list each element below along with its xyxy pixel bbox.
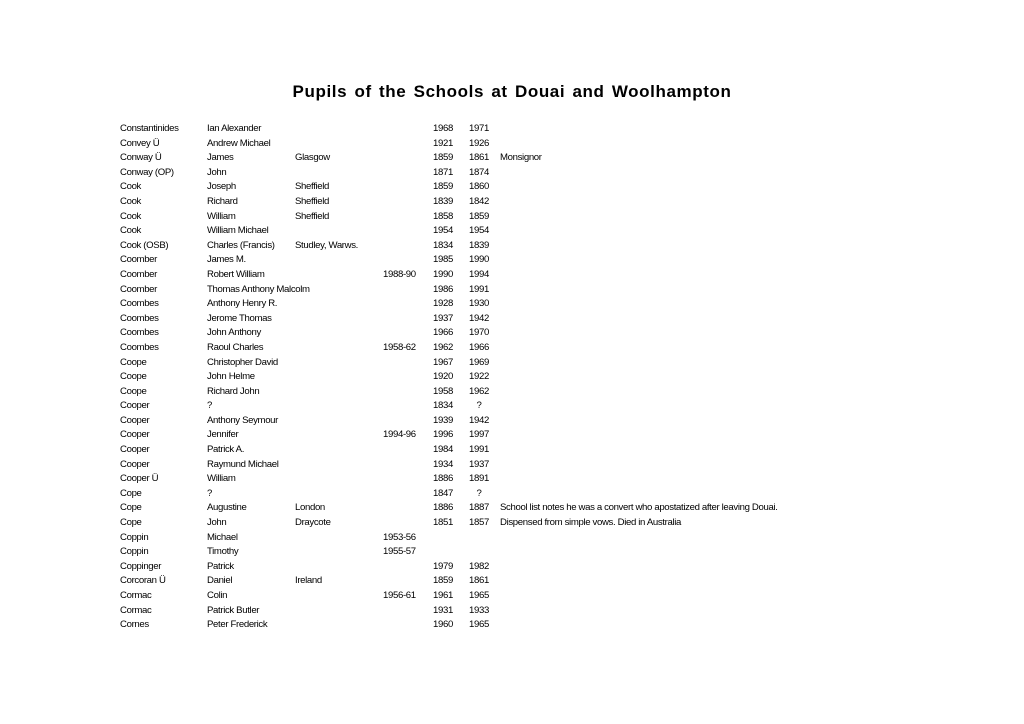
forenames-cell: Ian Alexander xyxy=(207,123,262,134)
forenames-cell: Jennifer xyxy=(207,429,239,441)
left-year-cell: 1891 xyxy=(469,473,489,485)
table-row xyxy=(0,268,1024,283)
left-year-cell: 1962 xyxy=(469,385,489,397)
house-years-cell: 1994-96 xyxy=(383,429,416,441)
house-years-cell: 1956-61 xyxy=(383,590,416,601)
entered-year-cell: 1967 xyxy=(433,356,453,368)
forenames-cell: James M. xyxy=(207,254,246,266)
forenames-cell: James xyxy=(207,152,234,164)
entered-year-cell: 1847 xyxy=(433,487,453,499)
entered-year-cell: 1871 xyxy=(433,166,453,178)
left-year-cell: 1971 xyxy=(469,123,489,134)
left-year-cell: 1966 xyxy=(469,341,489,353)
surname-cell: Cooper xyxy=(120,429,150,441)
page-title: Pupils of the Schools at Douai and Woolhampton xyxy=(292,82,732,101)
forenames-cell: ? xyxy=(207,400,212,412)
forenames-cell: William xyxy=(207,473,236,485)
table-row xyxy=(0,239,1024,254)
entered-year-cell: 1859 xyxy=(433,152,453,164)
entered-year-cell: 1979 xyxy=(433,560,453,572)
forenames-cell: William xyxy=(207,210,236,222)
entered-year-cell: 1934 xyxy=(433,458,453,470)
table-row xyxy=(0,370,1024,385)
forenames-cell: Patrick Butler xyxy=(207,604,260,616)
surname-cell: Conway (OP) xyxy=(120,166,174,178)
place-cell: Glasgow xyxy=(295,152,330,164)
left-year-cell: 1982 xyxy=(469,560,489,572)
surname-cell: Conway Ü xyxy=(120,152,162,164)
left-year-cell: 1933 xyxy=(469,604,489,616)
forenames-cell: Peter Frederick xyxy=(207,619,268,631)
table-row xyxy=(0,414,1024,429)
table-row xyxy=(0,297,1024,312)
entered-year-cell: 1834 xyxy=(433,400,453,412)
place-cell: Draycote xyxy=(295,517,331,529)
forenames-cell: Raymund Michael xyxy=(207,458,279,470)
entered-year-cell: 1931 xyxy=(433,604,453,616)
table-row xyxy=(0,195,1024,210)
forenames-cell: Colin xyxy=(207,590,228,601)
table-row xyxy=(0,574,1024,589)
place-cell: Ireland xyxy=(295,575,322,587)
entered-year-cell: 1920 xyxy=(433,371,453,383)
table-row xyxy=(0,283,1024,298)
entered-year-cell: 1928 xyxy=(433,298,453,310)
surname-cell: Cooper Ü xyxy=(120,473,159,485)
surname-cell: Coppin xyxy=(120,546,149,558)
surname-cell: Cook xyxy=(120,181,141,193)
house-years-cell: 1955-57 xyxy=(383,546,416,558)
left-year-cell: 1991 xyxy=(469,444,489,456)
left-year-cell: 1937 xyxy=(469,458,489,470)
left-year-cell: 1942 xyxy=(469,414,489,426)
forenames-cell: Andrew Michael xyxy=(207,137,271,149)
table-row xyxy=(0,458,1024,473)
surname-cell: Corcoran Ü xyxy=(120,575,166,587)
surname-cell: Coomber xyxy=(120,283,158,295)
surname-cell: Coomber xyxy=(120,254,158,266)
surname-cell: Coombes xyxy=(120,327,159,339)
surname-cell: Cook xyxy=(120,195,141,207)
table-row xyxy=(0,589,1024,604)
table-row xyxy=(0,618,1024,633)
left-year-cell: 1990 xyxy=(469,254,489,266)
surname-cell: Coope xyxy=(120,371,147,383)
table-row xyxy=(0,443,1024,458)
table-row xyxy=(0,501,1024,516)
forenames-cell: John Helme xyxy=(207,371,255,383)
table-row xyxy=(0,487,1024,502)
forenames-cell: Joseph xyxy=(207,181,236,193)
surname-cell: Coombes xyxy=(120,341,159,353)
entered-year-cell: 1921 xyxy=(433,137,453,149)
forenames-cell: Michael xyxy=(207,531,238,543)
entered-year-cell: 1986 xyxy=(433,283,453,295)
surname-cell: Cook xyxy=(120,210,141,222)
left-year-cell: 1839 xyxy=(469,239,489,251)
entered-year-cell: 1858 xyxy=(433,210,453,222)
table-row xyxy=(0,428,1024,443)
surname-cell: Cormac xyxy=(120,604,152,616)
entered-year-cell: 1834 xyxy=(433,239,453,251)
surname-cell: Cooper xyxy=(120,400,150,412)
left-year-cell: 1930 xyxy=(469,298,489,310)
surname-cell: Cook xyxy=(120,225,141,237)
table-row xyxy=(0,224,1024,239)
surname-cell: Cooper xyxy=(120,414,150,426)
forenames-cell: Daniel xyxy=(207,575,233,587)
forenames-cell: Thomas Anthony Malcolm xyxy=(207,283,310,295)
entered-year-cell: 1859 xyxy=(433,575,453,587)
notes-cell: Dispensed from simple vows. Died in Australia xyxy=(500,517,682,529)
table-row xyxy=(0,166,1024,181)
entered-year-cell: 1960 xyxy=(433,619,453,631)
surname-cell: Coombes xyxy=(120,298,159,310)
left-year-cell: 1857 xyxy=(469,517,489,529)
place-cell: Sheffield xyxy=(295,195,330,207)
table-row xyxy=(0,399,1024,414)
forenames-cell: Anthony Seymour xyxy=(207,414,279,426)
left-year-cell: ? xyxy=(476,487,482,499)
house-years-cell: 1958-62 xyxy=(383,341,416,353)
surname-cell: Cope xyxy=(120,487,142,499)
entered-year-cell: 1996 xyxy=(433,429,453,441)
entered-year-cell: 1990 xyxy=(433,268,453,280)
surname-cell: Cormac xyxy=(120,590,152,601)
surname-cell: Coomber xyxy=(120,268,158,280)
surname-cell: Coope xyxy=(120,356,147,368)
table-row xyxy=(0,516,1024,531)
house-years-cell: 1953-56 xyxy=(383,531,416,543)
left-year-cell: 1860 xyxy=(469,181,489,193)
left-year-cell: 1965 xyxy=(469,619,489,631)
surname-cell: Cooper xyxy=(120,444,150,456)
left-year-cell: 1887 xyxy=(469,502,489,514)
forenames-cell: Richard xyxy=(207,195,238,207)
left-year-cell: 1874 xyxy=(469,166,489,178)
table-row xyxy=(0,356,1024,371)
house-years-cell: 1988-90 xyxy=(383,268,416,280)
table-row xyxy=(0,560,1024,575)
entered-year-cell: 1886 xyxy=(433,502,453,514)
table-row xyxy=(0,604,1024,619)
left-year-cell: 1861 xyxy=(469,152,489,164)
place-cell: Studley, Warws. xyxy=(295,239,358,251)
surname-cell: Coppinger xyxy=(120,560,162,572)
entered-year-cell: 1937 xyxy=(433,312,453,324)
left-year-cell: 1842 xyxy=(469,195,489,207)
forenames-cell: Patrick A. xyxy=(207,444,245,456)
left-year-cell: 1942 xyxy=(469,312,489,324)
forenames-cell: Jerome Thomas xyxy=(207,312,272,324)
left-year-cell: ? xyxy=(476,400,482,412)
left-year-cell: 1997 xyxy=(469,429,489,441)
forenames-cell: John xyxy=(207,517,227,529)
table-row xyxy=(0,151,1024,166)
entered-year-cell: 1886 xyxy=(433,473,453,485)
table-row xyxy=(0,472,1024,487)
forenames-cell: Patrick xyxy=(207,560,234,572)
left-year-cell: 1861 xyxy=(469,575,489,587)
entered-year-cell: 1968 xyxy=(433,123,453,134)
surname-cell: Cornes xyxy=(120,619,149,631)
table-row xyxy=(0,341,1024,356)
table-row xyxy=(0,312,1024,327)
entered-year-cell: 1962 xyxy=(433,341,453,353)
surname-cell: Cook (OSB) xyxy=(120,239,169,251)
surname-cell: Cooper xyxy=(120,458,150,470)
forenames-cell: Robert William xyxy=(207,268,265,280)
place-cell: Sheffield xyxy=(295,181,330,193)
forenames-cell: William Michael xyxy=(207,225,269,237)
surname-cell: Coope xyxy=(120,385,147,397)
surname-cell: Cope xyxy=(120,517,142,529)
forenames-cell: Anthony Henry R. xyxy=(207,298,278,310)
forenames-cell: John xyxy=(207,166,227,178)
table-row xyxy=(0,253,1024,268)
table-row xyxy=(0,531,1024,546)
forenames-cell: Christopher David xyxy=(207,356,278,368)
table-row xyxy=(0,180,1024,195)
table-row xyxy=(0,545,1024,560)
surname-cell: Convey Ü xyxy=(120,137,160,149)
pupil-table xyxy=(0,122,1024,633)
entered-year-cell: 1839 xyxy=(433,195,453,207)
place-cell: Sheffield xyxy=(295,210,330,222)
forenames-cell: John Anthony xyxy=(207,327,261,339)
left-year-cell: 1859 xyxy=(469,210,489,222)
entered-year-cell: 1966 xyxy=(433,327,453,339)
forenames-cell: Timothy xyxy=(207,546,239,558)
left-year-cell: 1969 xyxy=(469,356,489,368)
forenames-cell: Raoul Charles xyxy=(207,341,264,353)
surname-cell: Cope xyxy=(120,502,142,514)
left-year-cell: 1922 xyxy=(469,371,489,383)
entered-year-cell: 1958 xyxy=(433,385,453,397)
table-row xyxy=(0,137,1024,152)
left-year-cell: 1954 xyxy=(469,225,489,237)
left-year-cell: 1926 xyxy=(469,137,489,149)
forenames-cell: Augustine xyxy=(207,502,247,514)
forenames-cell: ? xyxy=(207,487,212,499)
entered-year-cell: 1939 xyxy=(433,414,453,426)
forenames-cell: Charles (Francis) xyxy=(207,239,275,251)
surname-cell: Coombes xyxy=(120,312,159,324)
surname-cell: Constantinides xyxy=(120,123,179,134)
forenames-cell: Richard John xyxy=(207,385,260,397)
left-year-cell: 1994 xyxy=(469,268,489,280)
entered-year-cell: 1851 xyxy=(433,517,453,529)
entered-year-cell: 1985 xyxy=(433,254,453,266)
left-year-cell: 1991 xyxy=(469,283,489,295)
table-row xyxy=(0,326,1024,341)
table-row xyxy=(0,210,1024,225)
table-row xyxy=(0,385,1024,400)
entered-year-cell: 1984 xyxy=(433,444,453,456)
notes-cell: Monsignor xyxy=(500,152,542,164)
surname-cell: Coppin xyxy=(120,531,149,543)
entered-year-cell: 1961 xyxy=(433,590,453,601)
table-row xyxy=(0,122,1024,137)
notes-cell: School list notes he was a convert who apostatized after leaving Douai. xyxy=(500,502,778,514)
left-year-cell: 1970 xyxy=(469,327,489,339)
left-year-cell: 1965 xyxy=(469,590,489,601)
entered-year-cell: 1859 xyxy=(433,181,453,193)
place-cell: London xyxy=(295,502,325,514)
entered-year-cell: 1954 xyxy=(433,225,453,237)
